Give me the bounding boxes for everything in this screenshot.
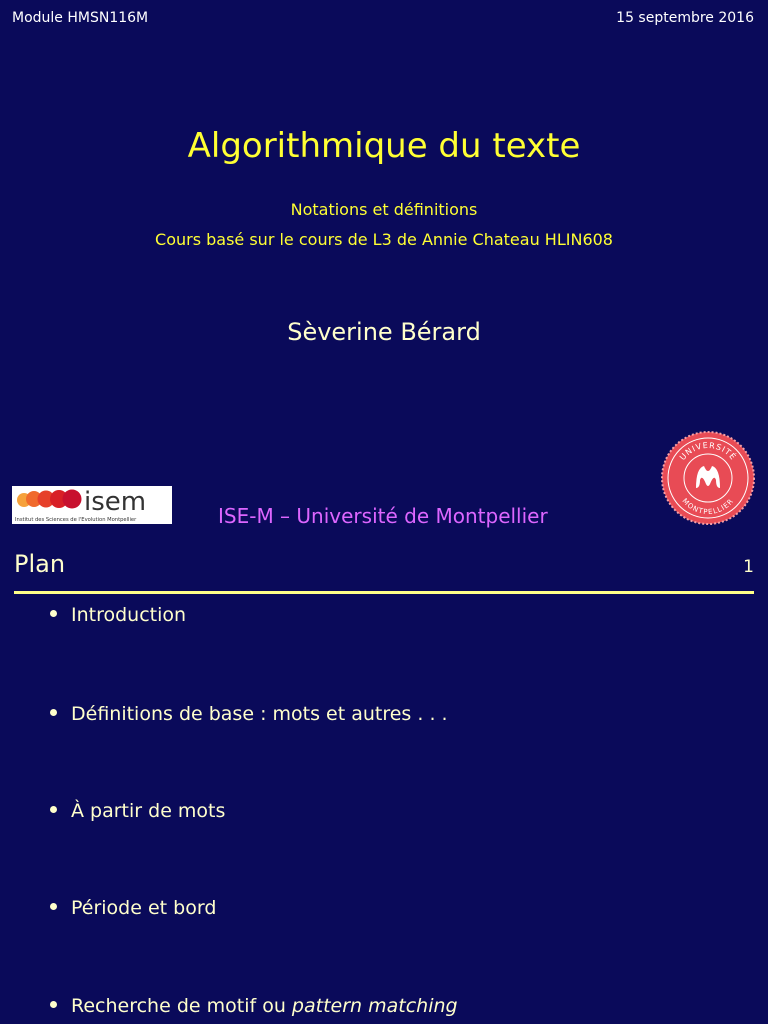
isem-caption: Institut des Sciences de l'Evolution Montpellier xyxy=(15,517,137,523)
slide-title: Algorithmique du texte xyxy=(187,126,581,166)
plan-title: Plan xyxy=(14,550,66,578)
bullet-icon xyxy=(50,1001,57,1008)
seal-top-text: UNIVERSITÉ xyxy=(677,440,739,463)
plan-item-period-border: Période et bord xyxy=(50,897,216,919)
plan-item-definitions: Définitions de base : mots et autres . . . xyxy=(50,703,448,725)
author-name: Sèverine Bérard xyxy=(287,318,481,346)
isem-logo xyxy=(12,486,172,524)
university-seal xyxy=(660,430,756,526)
plan-item-from-words: À partir de mots xyxy=(50,800,225,822)
date-label: 15 septembre 2016 xyxy=(616,10,754,26)
bullet-icon xyxy=(50,806,57,813)
module-label: Module HMSN116M xyxy=(12,10,149,26)
title-rule xyxy=(14,591,754,594)
subtitle-notations: Notations et définitions xyxy=(290,200,478,219)
bullet-icon xyxy=(50,709,57,716)
seal-bottom-text: MONTPELLIER xyxy=(680,496,736,517)
plan-item-pattern-matching: Recherche de motif ou pattern matching xyxy=(50,995,458,1017)
affiliation: ISE-M – Université de Montpellier xyxy=(218,504,548,528)
subtitle-course-basis: Cours basé sur le cours de L3 de Annie Chateau HLIN608 xyxy=(155,230,613,249)
plan-slide xyxy=(0,540,768,1024)
pattern-matching-term: pattern matching xyxy=(291,995,458,1017)
isem-wordmark: isem xyxy=(84,487,147,517)
bullet-icon xyxy=(50,610,57,617)
page-number: 1 xyxy=(743,557,754,577)
plan-item-introduction: Introduction xyxy=(50,604,186,626)
bullet-icon xyxy=(50,903,57,910)
